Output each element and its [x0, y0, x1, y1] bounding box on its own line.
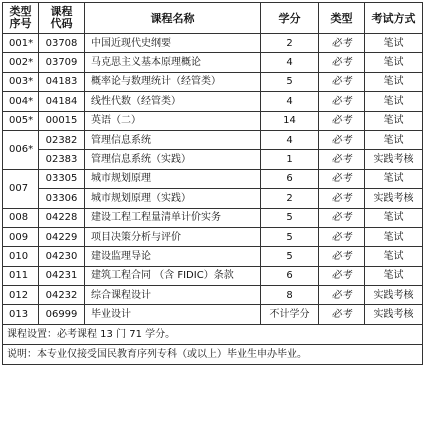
- table-row: [3, 92, 423, 111]
- cell-code: 00015: [39, 111, 85, 130]
- cell-code: 04230: [39, 247, 85, 266]
- cell-code: 03305: [39, 169, 85, 188]
- cell-name: 城市规划原理: [85, 169, 261, 188]
- cell-category: 005*: [3, 111, 39, 130]
- cell-category: 008: [3, 208, 39, 227]
- cell-name: 线性代数（经管类）: [85, 92, 261, 111]
- cell-credit: 5: [261, 227, 319, 246]
- cell-name: 概率论与数理统计（经管类）: [85, 72, 261, 91]
- cell-exam: 笔试: [365, 34, 423, 53]
- cell-name: 英语（二）: [85, 111, 261, 130]
- table-row: [3, 286, 423, 305]
- cell-code: 06999: [39, 305, 85, 324]
- note-row-explanation: [3, 344, 423, 364]
- header-exam: 考试方式: [365, 3, 423, 34]
- cell-type: 必考: [319, 189, 365, 208]
- cell-code: 04229: [39, 227, 85, 246]
- cell-credit: 5: [261, 247, 319, 266]
- cell-credit: 8: [261, 286, 319, 305]
- cell-name: 管理信息系统: [85, 130, 261, 149]
- header-row: [3, 3, 423, 34]
- explanation-note: 说明：本专业仅接受国民教育序列专科（或以上）毕业生申办毕业。: [3, 344, 423, 364]
- cell-code: 04232: [39, 286, 85, 305]
- cell-exam: 笔试: [365, 266, 423, 285]
- table-row: [3, 208, 423, 227]
- table-row: [3, 53, 423, 72]
- table-row: [3, 189, 423, 208]
- cell-code: 03306: [39, 189, 85, 208]
- cell-type: 必考: [319, 169, 365, 188]
- table-row: [3, 169, 423, 188]
- cell-credit: 14: [261, 111, 319, 130]
- table-row: [3, 247, 423, 266]
- cell-code: 02382: [39, 130, 85, 149]
- header-type: 类型: [319, 3, 365, 34]
- cell-exam: 笔试: [365, 111, 423, 130]
- cell-credit: 6: [261, 266, 319, 285]
- cell-category: 006*: [3, 130, 39, 169]
- header-credit: 学分: [261, 3, 319, 34]
- cell-name: 毕业设计: [85, 305, 261, 324]
- cell-type: 必考: [319, 208, 365, 227]
- cell-credit: 6: [261, 169, 319, 188]
- cell-code: 04228: [39, 208, 85, 227]
- table-row: [3, 130, 423, 149]
- header-category-no-2: 序号: [9, 17, 32, 30]
- cell-exam: 实践考核: [365, 150, 423, 169]
- cell-category: 004*: [3, 92, 39, 111]
- cell-type: 必考: [319, 286, 365, 305]
- cell-name: 城市规划原理（实践）: [85, 189, 261, 208]
- header-course-name: 课程名称: [85, 3, 261, 34]
- cell-type: 必考: [319, 53, 365, 72]
- table-row: [3, 72, 423, 91]
- cell-type: 必考: [319, 247, 365, 266]
- cell-code: 04184: [39, 92, 85, 111]
- course-setting-note: 课程设置：必考课程 13 门 71 学分。: [3, 324, 423, 344]
- cell-type: 必考: [319, 92, 365, 111]
- table-row: [3, 266, 423, 285]
- cell-name: 中国近现代史纲要: [85, 34, 261, 53]
- header-course-code: [39, 3, 85, 34]
- cell-category: 001*: [3, 34, 39, 53]
- cell-code: 04231: [39, 266, 85, 285]
- cell-credit: 5: [261, 72, 319, 91]
- cell-type: 必考: [319, 227, 365, 246]
- table-row: [3, 227, 423, 246]
- cell-code: 03708: [39, 34, 85, 53]
- cell-credit: 4: [261, 92, 319, 111]
- cell-type: 必考: [319, 305, 365, 324]
- cell-name: 建筑工程合同 （含 FIDIC）条款: [85, 266, 261, 285]
- cell-code: 03709: [39, 53, 85, 72]
- cell-exam: 实践考核: [365, 189, 423, 208]
- cell-type: 必考: [319, 72, 365, 91]
- table-row: [3, 150, 423, 169]
- cell-name: 综合课程设计: [85, 286, 261, 305]
- cell-exam: 实践考核: [365, 305, 423, 324]
- cell-category: 011: [3, 266, 39, 285]
- cell-credit: 2: [261, 34, 319, 53]
- cell-name: 马克思主义基本原理概论: [85, 53, 261, 72]
- cell-type: 必考: [319, 150, 365, 169]
- header-course-code-1: 课程: [50, 5, 73, 18]
- header-course-code-2: 代码: [50, 17, 73, 30]
- cell-name: 管理信息系统（实践）: [85, 150, 261, 169]
- cell-category: 010: [3, 247, 39, 266]
- cell-category: 003*: [3, 72, 39, 91]
- course-table: [2, 2, 423, 365]
- cell-exam: 笔试: [365, 227, 423, 246]
- cell-code: 04183: [39, 72, 85, 91]
- cell-credit: 1: [261, 150, 319, 169]
- table-row: [3, 305, 423, 324]
- cell-exam: 笔试: [365, 169, 423, 188]
- cell-exam: 笔试: [365, 208, 423, 227]
- cell-category: 002*: [3, 53, 39, 72]
- cell-exam: 实践考核: [365, 286, 423, 305]
- cell-exam: 笔试: [365, 53, 423, 72]
- cell-exam: 笔试: [365, 130, 423, 149]
- cell-type: 必考: [319, 111, 365, 130]
- cell-credit: 4: [261, 53, 319, 72]
- note-row-setting: [3, 324, 423, 344]
- cell-category: 013: [3, 305, 39, 324]
- cell-code: 02383: [39, 150, 85, 169]
- cell-name: 建设监理导论: [85, 247, 261, 266]
- cell-credit: 不计学分: [261, 305, 319, 324]
- cell-type: 必考: [319, 266, 365, 285]
- cell-name: 建设工程工程量清单计价实务: [85, 208, 261, 227]
- header-category-no: [3, 3, 39, 34]
- cell-category: 009: [3, 227, 39, 246]
- cell-exam: 笔试: [365, 247, 423, 266]
- cell-category: 012: [3, 286, 39, 305]
- cell-type: 必考: [319, 34, 365, 53]
- cell-type: 必考: [319, 130, 365, 149]
- header-category-no-1: 类型: [9, 5, 32, 18]
- cell-name: 项目决策分析与评价: [85, 227, 261, 246]
- cell-exam: 笔试: [365, 72, 423, 91]
- cell-exam: 笔试: [365, 92, 423, 111]
- table-row: [3, 111, 423, 130]
- table-row: [3, 34, 423, 53]
- cell-credit: 2: [261, 189, 319, 208]
- cell-category: 007: [3, 169, 39, 208]
- cell-credit: 5: [261, 208, 319, 227]
- cell-credit: 4: [261, 130, 319, 149]
